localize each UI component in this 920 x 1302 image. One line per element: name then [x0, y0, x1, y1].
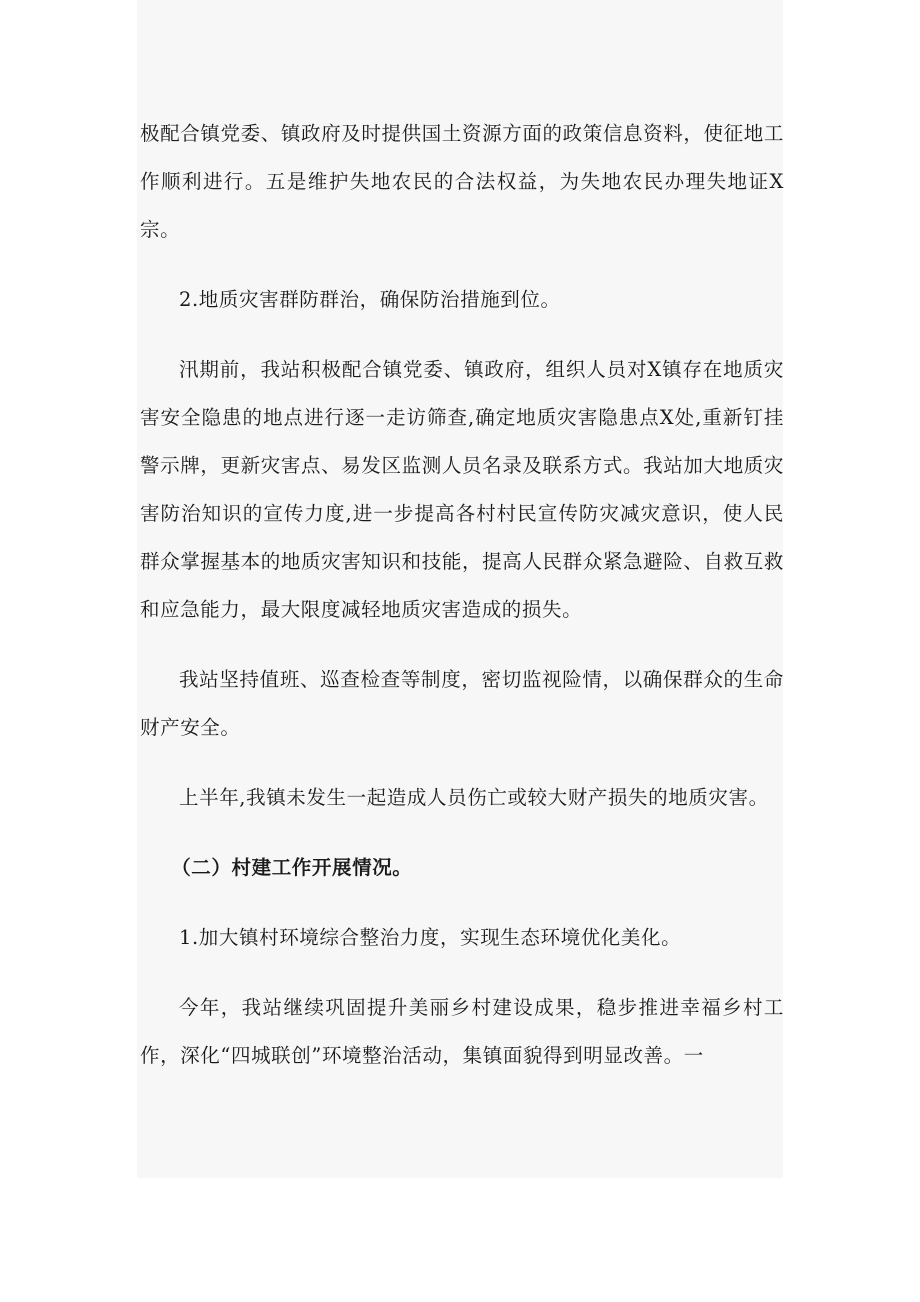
paragraph-duty-patrol: 我站坚持值班、巡查检查等制度，密切监视险情，以确保群众的生命财产安全。: [140, 668, 784, 739]
document-body: [140, 110, 784, 1102]
paragraph-land-acquisition: 极配合镇党委、镇政府及时提供国土资源方面的政策信息资料，使征地工作顺利进行。五是维护失地农民的合法权益，为失地农民办理失地证X宗。: [140, 122, 784, 241]
section-heading-village-construction: （二）村建工作开展情况。: [171, 856, 413, 879]
subheading-environment-rectification: 1.加大镇村环境综合整治力度，实现生态环境优化美化。: [179, 926, 682, 949]
subheading-geological-hazard: 2.地质灾害群防群治，确保防治措施到位。: [179, 288, 561, 311]
paragraph-this-year: 今年，我站继续巩固提升美丽乡村建设成果，稳步推进幸福乡村工作，深化“四城联创”环境整治活动，集镇面貌得到明显改善。一: [140, 996, 784, 1067]
paragraph-flood-season: 汛期前，我站积极配合镇党委、镇政府，组织人员对X镇存在地质灾害安全隐患的地点进行逐一走访筛查,确定地质灾害隐患点X处,重新钉挂警示牌，更新灾害点、易发区监测人员名录及联系方式。我站加大地质灾害防治知识的宣传力度,进一步提高各村村民宣传防灾减灾意识，使人民群众掌握基本的地质灾害知识和技能，提高人民群众紧急避险、自救互救和应急能力，最大限度减轻地质灾害造成的损失。: [140, 358, 784, 621]
paragraph-first-half-year: 上半年,我镇未发生一起造成人员伤亡或较大财产损失的地质灾害。: [179, 786, 769, 809]
